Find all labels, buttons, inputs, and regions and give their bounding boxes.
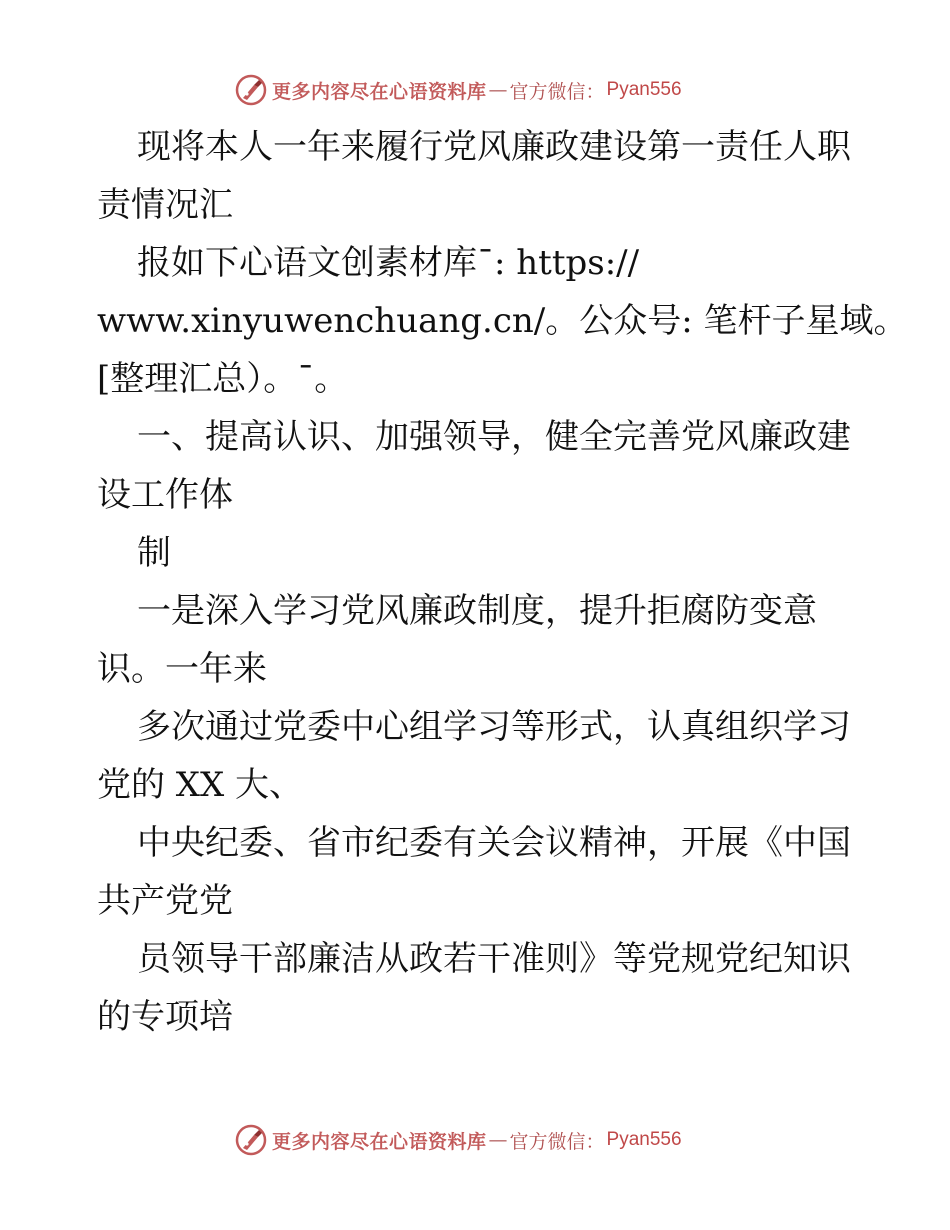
body-line: 识。一年来	[97, 649, 267, 689]
watermark-separator: —	[488, 79, 508, 101]
pen-nib-logo-icon	[234, 73, 268, 107]
header-watermark	[234, 72, 682, 108]
body-line: www.xinyuwenchuang.cn/。公众号: 笔杆子星域。	[97, 301, 908, 341]
body-line: 现将本人一年来履行党风廉政建设第一责任人职	[137, 127, 851, 167]
body-line: 一是深入学习党风廉政制度，提升拒腐防变意	[137, 591, 817, 631]
body-line: 设工作体	[97, 475, 233, 515]
pen-nib-logo-icon	[234, 1123, 268, 1157]
watermark-official-label: 官方微信：	[509, 1130, 605, 1153]
body-line: 多次通过党委中心组学习等形式，认真组织学习	[137, 707, 851, 747]
body-line: 共产党党	[97, 881, 233, 921]
body-line: 党的 XX 大、	[97, 765, 304, 805]
body-line: 报如下心语文创素材库¯: https://	[137, 243, 640, 283]
document-body	[97, 118, 908, 1046]
watermark-official-label: 官方微信：	[509, 80, 605, 103]
watermark-separator: —	[488, 1129, 508, 1151]
watermark-account-id: Pyan556	[606, 1129, 682, 1150]
watermark-account-id: Pyan556	[606, 79, 682, 100]
watermark-site-text: 更多内容尽在心语资料库	[272, 80, 487, 103]
body-line: 责情况汇	[97, 185, 233, 225]
watermark-site-text: 更多内容尽在心语资料库	[272, 1130, 487, 1153]
body-line: 的专项培	[97, 997, 233, 1037]
footer-watermark	[234, 1122, 682, 1158]
body-line: 员领导干部廉洁从政若干准则》等党规党纪知识	[137, 939, 851, 979]
body-line: [整理汇总）。¯。	[97, 359, 349, 399]
body-line: 中央纪委、省市纪委有关会议精神，开展《中国	[137, 823, 851, 863]
body-line: 制	[137, 533, 171, 573]
body-line: 一、提高认识、加强领导，健全完善党风廉政建	[137, 417, 851, 457]
